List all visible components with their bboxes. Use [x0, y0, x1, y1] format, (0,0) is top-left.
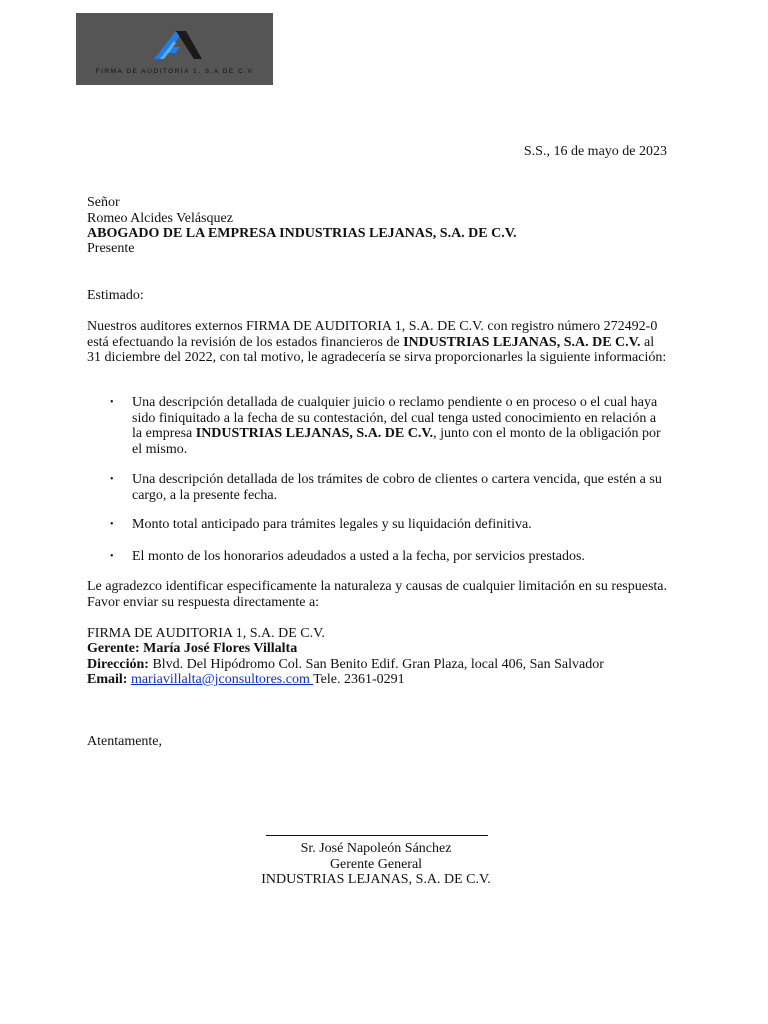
- address-text: Blvd. Del Hipódromo Col. San Benito Edif. Gran Plaza, local 406, San Salvador: [152, 657, 604, 672]
- intro-paragraph: [87, 319, 667, 366]
- bullet-item: El monto de los honorarios adeudados a usted a la fecha, por servicios prestados.: [132, 549, 585, 564]
- farewell: Atentamente,: [87, 734, 163, 749]
- recipient-name: Romeo Alcides Velásquez: [87, 211, 233, 226]
- signatory-name: Sr. José Napoleón Sánchez: [300, 841, 452, 856]
- contact-firm: FIRMA DE AUDITORIA 1, S.A. DE C.V.: [87, 626, 325, 641]
- contact-manager: [87, 641, 297, 657]
- company-logo: [76, 13, 273, 85]
- intro-text-1: Nuestros auditores externos FIRMA DE AUDITORIA 1, S.A. DE C.V. con registro número 272492-0 está efectuando la revisión de los estados financieros de: [87, 319, 658, 350]
- recipient-title-text: ABOGADO DE LA EMPRESA INDUSTRIAS LEJANAS, S.A. DE C.V.: [87, 226, 517, 241]
- manager-label: Gerente:: [87, 641, 140, 656]
- bullet-dot: •: [110, 519, 114, 530]
- triangle-logo-icon: [146, 21, 206, 65]
- phone-text: Tele. 2361-0291: [313, 672, 405, 687]
- recipient-title: [87, 226, 517, 242]
- bullet-dot: •: [110, 474, 114, 485]
- logo-text: FIRMA DE AUDITORIA 1, S.A DE C.V: [95, 68, 254, 75]
- manager-name: María José Flores Villalta: [143, 641, 298, 656]
- bullet-item: Monto total anticipado para trámites legales y su liquidación definitiva.: [132, 517, 532, 532]
- bullet-item: Una descripción detallada de los trámites de cobro de clientes o cartera vencida, que estén a su cargo, a la presente fecha.: [132, 472, 662, 503]
- recipient-salutation: Señor: [87, 195, 120, 210]
- bullet-dot: •: [110, 551, 114, 562]
- bullet-item: [132, 395, 662, 457]
- email-label: Email:: [87, 672, 128, 687]
- letter-date: S.S., 16 de mayo de 2023: [523, 144, 667, 159]
- recipient-presente: Presente: [87, 241, 135, 256]
- greeting: Estimado:: [87, 288, 144, 303]
- intro-text-2: al 31 diciembre del 2022, con tal motivo, le agradecería se sirva proporcionarles la siguiente información:: [87, 334, 667, 365]
- bullet-1-text-1: Una descripción detallada de cualquier juicio o reclamo pendiente o en proceso o el cual haya sido finiquitado a la fecha de su contestación, del cual tenga usted conocimiento en relación a la empresa: [132, 395, 658, 441]
- intro-company: INDUSTRIAS LEJANAS, S.A. DE C.V.: [403, 334, 641, 350]
- signature-line: [266, 835, 488, 836]
- bullet-1-company: INDUSTRIAS LEJANAS, S.A. DE C.V.: [195, 426, 434, 441]
- signatory-role: Gerente General: [329, 857, 423, 872]
- bullet-dot: •: [110, 397, 114, 408]
- address-label: Dirección:: [87, 657, 149, 672]
- contact-address: [87, 657, 604, 673]
- email-link[interactable]: mariavillalta@jconsultores.com: [130, 672, 314, 687]
- contact-email: [87, 672, 405, 688]
- closing-request: Le agradezco identificar especificamente la naturaleza y causas de cualquier limitación en su respuesta. Favor enviar su respuesta directamente a:: [87, 579, 667, 610]
- bullet-1-text-2: , junto con el monto de la obligación por el mismo.: [132, 426, 661, 457]
- signatory-company: INDUSTRIAS LEJANAS, S.A. DE C.V.: [261, 872, 491, 887]
